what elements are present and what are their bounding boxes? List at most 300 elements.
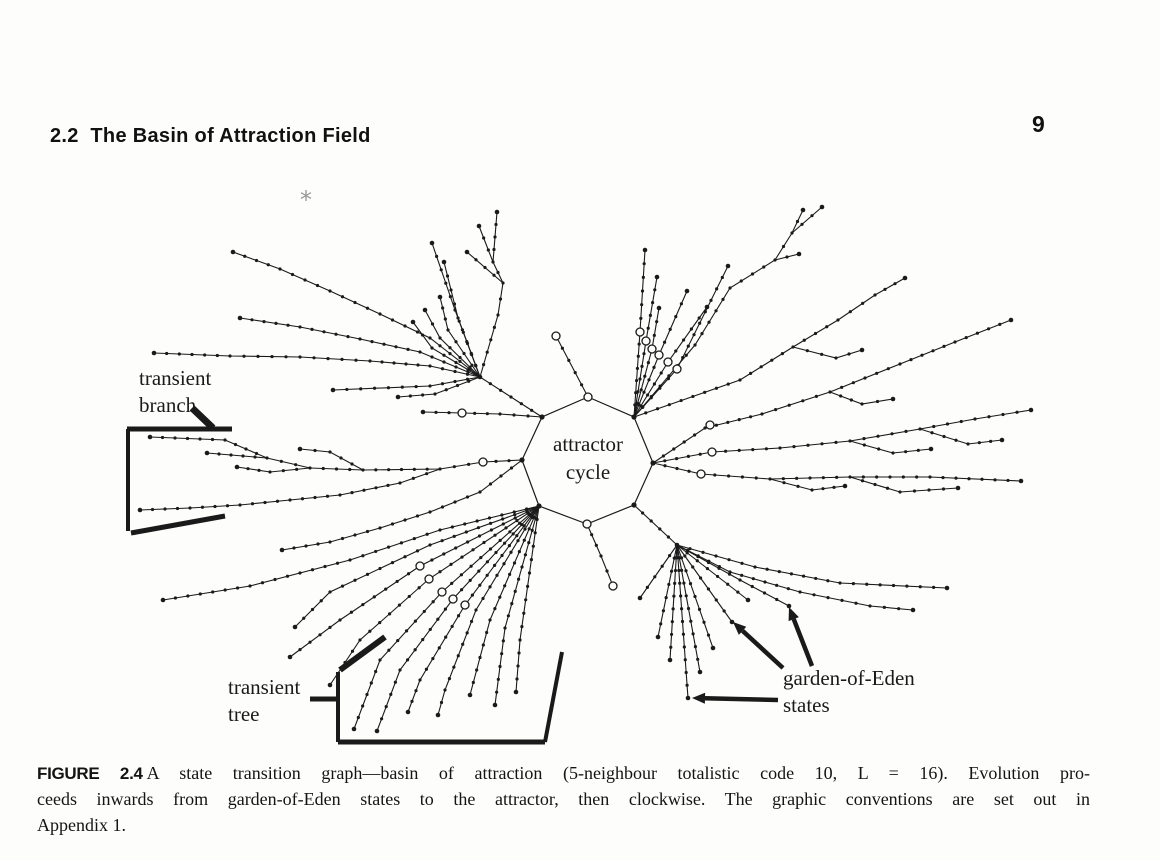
state-node (255, 259, 258, 262)
marked-state-circle (552, 332, 560, 340)
state-node (840, 599, 843, 602)
state-node (510, 602, 513, 605)
state-node (350, 611, 353, 614)
state-node (495, 691, 498, 694)
state-node (410, 700, 413, 703)
state-node (668, 554, 671, 557)
state-node (361, 468, 364, 471)
state-node (528, 571, 531, 574)
state-node (642, 352, 645, 355)
state-node-tip (903, 276, 908, 281)
state-node (418, 586, 421, 589)
state-node (496, 271, 499, 274)
state-node (380, 717, 383, 720)
state-node (860, 402, 863, 405)
state-node (430, 355, 433, 358)
state-node (685, 684, 688, 687)
state-node (509, 551, 512, 554)
state-node (282, 469, 285, 472)
state-node (897, 607, 900, 610)
state-node (672, 447, 675, 450)
state-node (358, 638, 361, 641)
state-node (489, 482, 492, 485)
state-node (749, 372, 752, 375)
state-node (681, 356, 684, 359)
state-node (652, 366, 655, 369)
state-node (834, 356, 837, 359)
state-node (524, 553, 527, 556)
state-node (515, 534, 518, 537)
state-node (498, 665, 501, 668)
state-node (416, 514, 419, 517)
state-node (727, 474, 730, 477)
state-node (905, 585, 908, 588)
state-node (403, 324, 406, 327)
state-node (253, 455, 256, 458)
state-node (516, 539, 519, 542)
state-node (723, 609, 726, 612)
state-node (653, 288, 656, 291)
state-node (250, 318, 253, 321)
state-node (677, 569, 680, 572)
state-node (428, 364, 431, 367)
state-node (414, 648, 417, 651)
state-node (502, 522, 505, 525)
state-node (460, 573, 463, 576)
state-node (394, 345, 397, 348)
state-node (706, 567, 709, 570)
state-node (877, 447, 880, 450)
state-node (461, 328, 464, 331)
state-node (412, 477, 415, 480)
state-node (760, 365, 763, 368)
state-node (328, 289, 331, 292)
state-node (502, 639, 505, 642)
state-node (370, 681, 373, 684)
state-node (508, 573, 511, 576)
state-node (276, 500, 279, 503)
state-node (280, 460, 283, 463)
state-node (667, 377, 670, 380)
marked-state-circle (655, 351, 663, 359)
state-node (532, 545, 535, 548)
state-node (836, 318, 839, 321)
state-node (915, 475, 918, 478)
state-node (453, 465, 456, 468)
state-node (802, 575, 805, 578)
state-node (444, 636, 447, 639)
state-node (691, 565, 694, 568)
state-node (862, 475, 865, 478)
state-node (763, 580, 766, 583)
state-node (451, 525, 454, 528)
state-node (510, 466, 513, 469)
state-node (478, 584, 481, 587)
state-node (790, 231, 793, 234)
figure-caption (37, 760, 1090, 838)
state-node-tip (801, 208, 806, 213)
state-node (428, 384, 431, 387)
state-node (441, 306, 444, 309)
annotation-arrow-shaft (705, 698, 778, 700)
state-node (766, 568, 769, 571)
state-node-tip (668, 658, 673, 663)
state-node (238, 503, 241, 506)
state-node (862, 437, 865, 440)
state-node (474, 258, 477, 261)
state-node (358, 337, 361, 340)
diagram-label: garden-of-Eden (783, 666, 915, 690)
state-node (701, 551, 704, 554)
state-node (474, 364, 477, 367)
state-node (492, 248, 495, 251)
state-node (479, 556, 482, 559)
marked-state-circle (479, 458, 487, 466)
state-node (768, 477, 771, 480)
state-node (643, 262, 646, 265)
state-node (438, 528, 441, 531)
state-node (736, 591, 739, 594)
state-node (256, 355, 259, 358)
state-node (523, 524, 526, 527)
state-node (498, 596, 501, 599)
state-chain (793, 347, 862, 358)
state-chain (423, 412, 542, 417)
state-node (186, 594, 189, 597)
state-node (413, 468, 416, 471)
state-node (454, 365, 457, 368)
state-node (683, 554, 686, 557)
state-node (163, 507, 166, 510)
state-node (976, 332, 979, 335)
state-node (226, 504, 229, 507)
state-node (348, 558, 351, 561)
state-node (387, 649, 390, 652)
state-node (738, 449, 741, 452)
state-node (488, 585, 491, 588)
state-node (635, 379, 638, 382)
state-node (368, 359, 371, 362)
state-node (394, 681, 397, 684)
state-node (454, 546, 457, 549)
state-node (978, 441, 981, 444)
state-node (685, 594, 688, 597)
state-node (414, 689, 417, 692)
state-chain (830, 392, 893, 404)
state-node-tip (1019, 479, 1024, 484)
state-node-tip (643, 248, 648, 253)
state-node (796, 485, 799, 488)
state-node-tip (726, 264, 731, 269)
state-node (508, 530, 511, 533)
state-node (641, 289, 644, 292)
state-node (501, 517, 504, 520)
state-node (517, 578, 520, 581)
state-node (378, 567, 381, 570)
state-node (697, 554, 700, 557)
state-node (812, 593, 815, 596)
state-node-tip (657, 306, 662, 311)
state-node (408, 595, 411, 598)
state-node (378, 621, 381, 624)
state-node-tip (442, 260, 447, 265)
state-node (693, 433, 696, 436)
state-node (165, 352, 168, 355)
state-node (492, 274, 495, 277)
state-node (751, 585, 754, 588)
state-node (778, 570, 781, 573)
state-node (436, 618, 439, 621)
state-node (838, 581, 841, 584)
state-node (513, 510, 516, 513)
state-node (887, 367, 890, 370)
state-node (966, 442, 969, 445)
state-node (359, 387, 362, 390)
state-node (374, 486, 377, 489)
state-node (822, 476, 825, 479)
state-node (514, 590, 517, 593)
state-node (980, 478, 983, 481)
state-node-tip (298, 447, 303, 452)
state-node (691, 395, 694, 398)
state-node (471, 548, 474, 551)
state-node (507, 614, 510, 617)
state-node (482, 643, 485, 646)
state-node (751, 272, 754, 275)
state-node (416, 363, 419, 366)
state-node-tip (1029, 408, 1034, 413)
state-node-tip (423, 308, 428, 313)
state-node (680, 607, 683, 610)
state-node (890, 432, 893, 435)
state-node (852, 381, 855, 384)
state-node (388, 612, 391, 615)
state-node (335, 467, 338, 470)
state-node (1015, 411, 1018, 414)
state-node (699, 576, 702, 579)
state-chain (333, 377, 480, 390)
state-node (716, 575, 719, 578)
state-node (516, 664, 519, 667)
state-node-tip (406, 710, 411, 715)
state-node (334, 333, 337, 336)
state-node (653, 334, 656, 337)
state-node (504, 526, 507, 529)
state-node (440, 268, 443, 271)
state-node (687, 345, 690, 348)
state-node (368, 630, 371, 633)
state-node (993, 478, 996, 481)
state-node (536, 518, 539, 521)
state-node (653, 382, 656, 385)
state-node (350, 491, 353, 494)
state-node (904, 450, 907, 453)
state-node (808, 476, 811, 479)
state-node (713, 473, 716, 476)
state-node (308, 466, 311, 469)
state-node (687, 470, 690, 473)
state-node (486, 574, 489, 577)
state-node (728, 286, 731, 289)
state-node (898, 362, 901, 365)
state-node (465, 530, 468, 533)
state-node (873, 293, 876, 296)
state-node (445, 388, 448, 391)
state-node (781, 352, 784, 355)
state-node (526, 414, 529, 417)
state-node (698, 608, 701, 611)
state-node (567, 359, 570, 362)
state-node (673, 557, 676, 560)
state-node (494, 460, 497, 463)
state-node (322, 330, 325, 333)
state-node (515, 677, 518, 680)
state-node (502, 562, 505, 565)
state-node (304, 544, 307, 547)
state-node (223, 438, 226, 441)
state-node (265, 456, 268, 459)
state-node (453, 370, 456, 373)
state-node (263, 501, 266, 504)
state-node (216, 354, 219, 357)
state-node (448, 346, 451, 349)
state-node (310, 328, 313, 331)
state-node-tip (698, 670, 703, 675)
marked-state-circle (697, 470, 705, 478)
state-node (176, 507, 179, 510)
state-node (683, 645, 686, 648)
state-node (292, 546, 295, 549)
state-node (503, 584, 506, 587)
state-node (374, 468, 377, 471)
state-node (495, 574, 498, 577)
state-node (316, 542, 319, 545)
state-node (457, 654, 460, 657)
state-node (848, 475, 851, 478)
state-node (454, 340, 457, 343)
state-node (295, 468, 298, 471)
state-node (932, 586, 935, 589)
state-node (679, 594, 682, 597)
state-node (770, 359, 773, 362)
state-node (430, 558, 433, 561)
state-node-tip (711, 646, 716, 651)
state-node (814, 332, 817, 335)
state-node (595, 544, 598, 547)
state-node (700, 332, 703, 335)
state-node (493, 607, 496, 610)
state-node (641, 511, 644, 514)
state-node (174, 596, 177, 599)
marked-state-circle (609, 582, 617, 590)
state-node (423, 610, 426, 613)
state-node (684, 569, 687, 572)
state-node (190, 353, 193, 356)
state-node (491, 260, 494, 263)
state-node (470, 565, 473, 568)
state-node-tip (205, 451, 210, 456)
state-node (434, 411, 437, 414)
state-node-tip (375, 729, 380, 734)
state-node (726, 421, 729, 424)
state-node (718, 565, 721, 568)
state-node (798, 590, 801, 593)
state-node (421, 333, 424, 336)
state-node (463, 522, 466, 525)
state-node (490, 528, 493, 531)
state-node (451, 625, 454, 628)
state-node (308, 641, 311, 644)
state-node-tip (1009, 318, 1014, 323)
state-node (727, 558, 730, 561)
state-node (384, 588, 387, 591)
state-node (489, 547, 492, 550)
state-node (201, 506, 204, 509)
state-node-tip (843, 484, 848, 489)
state-node (514, 516, 517, 519)
state-node (765, 447, 768, 450)
state-node (246, 467, 249, 470)
state-node (328, 590, 331, 593)
state-node (453, 535, 456, 538)
state-node (840, 386, 843, 389)
state-node (465, 340, 468, 343)
state-node (689, 582, 692, 585)
state-node (440, 701, 443, 704)
state-node-tip (797, 252, 802, 257)
state-chain (634, 505, 677, 545)
state-node (493, 564, 496, 567)
state-node (873, 483, 876, 486)
state-node (714, 309, 717, 312)
state-node (270, 355, 273, 358)
state-node (387, 386, 390, 389)
state-node (444, 608, 447, 611)
attractor-state-circle (584, 393, 592, 401)
state-node (493, 534, 496, 537)
state-node (488, 516, 491, 519)
state-node (640, 303, 643, 306)
state-node-tip (495, 210, 500, 215)
state-node (461, 643, 464, 646)
state-node (810, 488, 813, 491)
state-node (274, 322, 277, 325)
state-node (340, 358, 343, 361)
state-node (848, 439, 851, 442)
state-node (640, 388, 643, 391)
caption-line-3: Appendix 1. (37, 815, 126, 835)
state-node (875, 372, 878, 375)
state-node (432, 600, 435, 603)
state-node-tip (293, 625, 298, 630)
state-node (876, 400, 879, 403)
state-node (456, 384, 459, 387)
state-node (760, 412, 763, 415)
state-node (500, 652, 503, 655)
state-node (904, 430, 907, 433)
state-node (651, 301, 654, 304)
state-node (728, 570, 731, 573)
state-node (328, 540, 331, 543)
state-node (392, 361, 395, 364)
state-node (835, 476, 838, 479)
state-node (236, 586, 239, 589)
state-node (524, 598, 527, 601)
state-node (675, 457, 678, 460)
state-node (298, 325, 301, 328)
state-node (965, 336, 968, 339)
state-node (442, 354, 445, 357)
